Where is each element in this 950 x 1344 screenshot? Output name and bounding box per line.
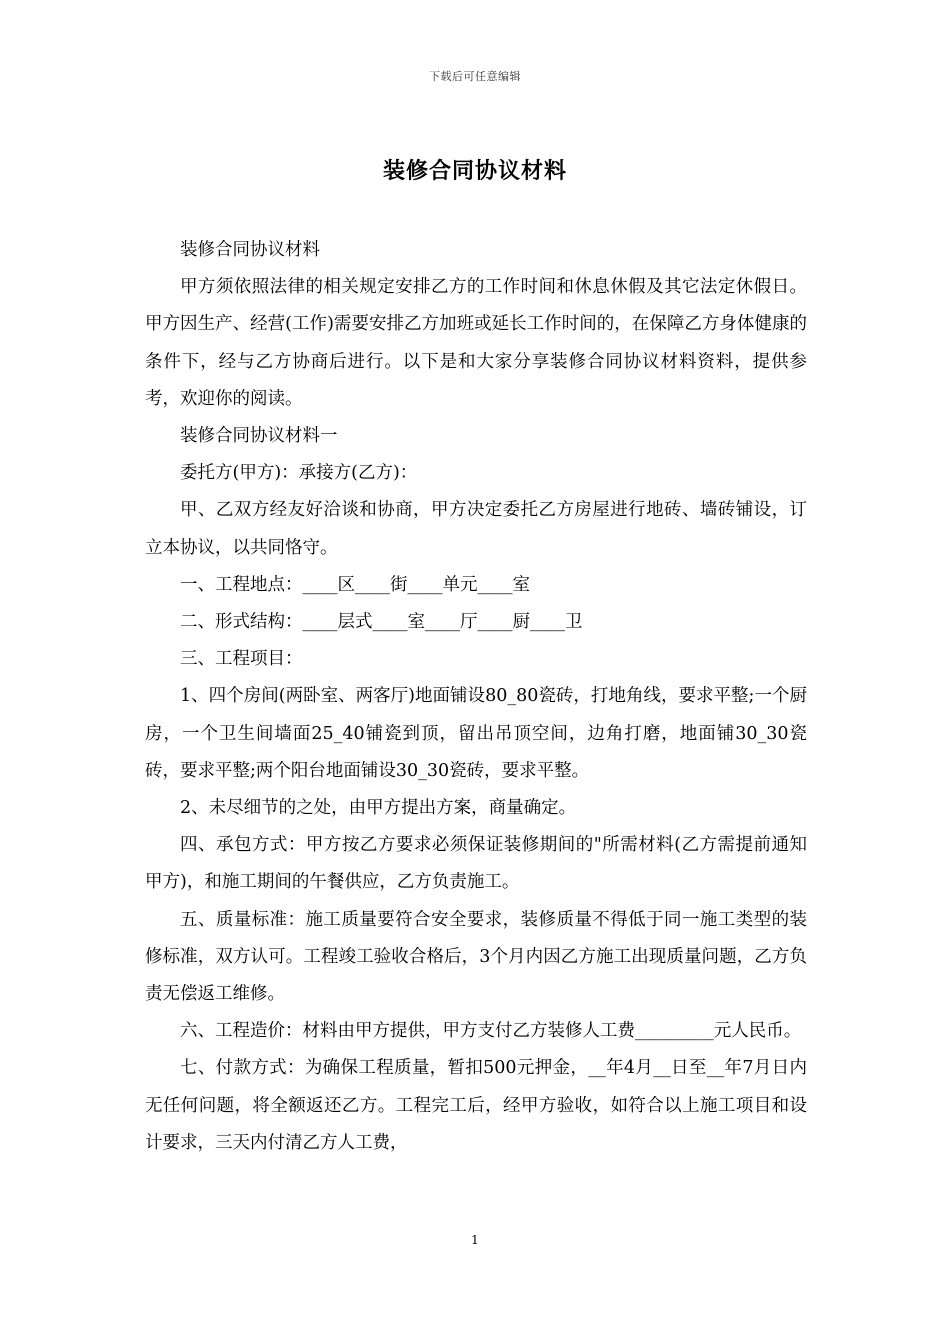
paragraph: 委托方(甲方)：承接方(乙方)：	[180, 463, 418, 484]
paragraph: 五、质量标准：施工质量要符合安全要求，装修质量不得低于同一施工类型的装修标准，双方认可。工程竣工验收合格后，3个月内因乙方施工出现质量问题，乙方负责无偿返工维修。	[145, 909, 807, 1005]
paragraph: 一、工程地点：____区____街____单元____室	[180, 574, 530, 595]
paragraph: 装修合同协议材料	[180, 240, 320, 260]
document-title: 装修合同协议材料	[382, 158, 567, 184]
paragraph: 三、工程项目：	[180, 649, 303, 670]
paragraph: 2、未尽细节的之处，由甲方提出方案，商量确定。	[180, 798, 577, 819]
header-note: 下载后可任意编辑	[429, 70, 521, 83]
paragraph: 装修合同协议材料一	[180, 426, 338, 447]
paragraph: 六、工程造价：材料由甲方提供，甲方支付乙方装修人工费_________元人民币。	[180, 1021, 802, 1042]
page-number: 1	[471, 1233, 479, 1247]
paragraph: 四、承包方式：甲方按乙方要求必须保证装修期间的"所需材料(乙方需提前通知甲方)，和施工期间的午餐供应，乙方负责施工。	[145, 835, 807, 893]
paragraph: 1、四个房间(两卧室、两客厅)地面铺设80_80瓷砖，打地角线，要求平整;一个厨房，一个卫生间墙面25_40铺瓷到顶，留出吊顶空间，边角打磨，地面铺30_30瓷砖，要求平整;两个阳台地面铺设30_30瓷砖，要求平整。	[145, 686, 807, 781]
paragraph: 七、付款方式：为确保工程质量，暂扣500元押金，__年4月__日至__年7月日内无任何问题，将全额返还乙方。工程完工后，经甲方验收，如符合以上施工项目和设计要求，三天内付清乙方人工费，	[145, 1058, 807, 1153]
paragraph: 甲、乙双方经友好洽谈和协商，甲方决定委托乙方房屋进行地砖、墙砖铺设，订立本协议，以共同恪守。	[145, 500, 807, 558]
paragraph: 二、形式结构：____层式____室____厅____厨____卫	[180, 612, 583, 633]
document-body	[145, 232, 807, 1162]
paragraph: 甲方须依照法律的相关规定安排乙方的工作时间和休息休假及其它法定休假日。甲方因生产、经营(工作)需要安排乙方加班或延长工作时间的，在保障乙方身体健康的条件下，经与乙方协商后进行。以下是和大家分享装修合同协议材料资料，提供参考，欢迎你的阅读。	[145, 277, 807, 409]
